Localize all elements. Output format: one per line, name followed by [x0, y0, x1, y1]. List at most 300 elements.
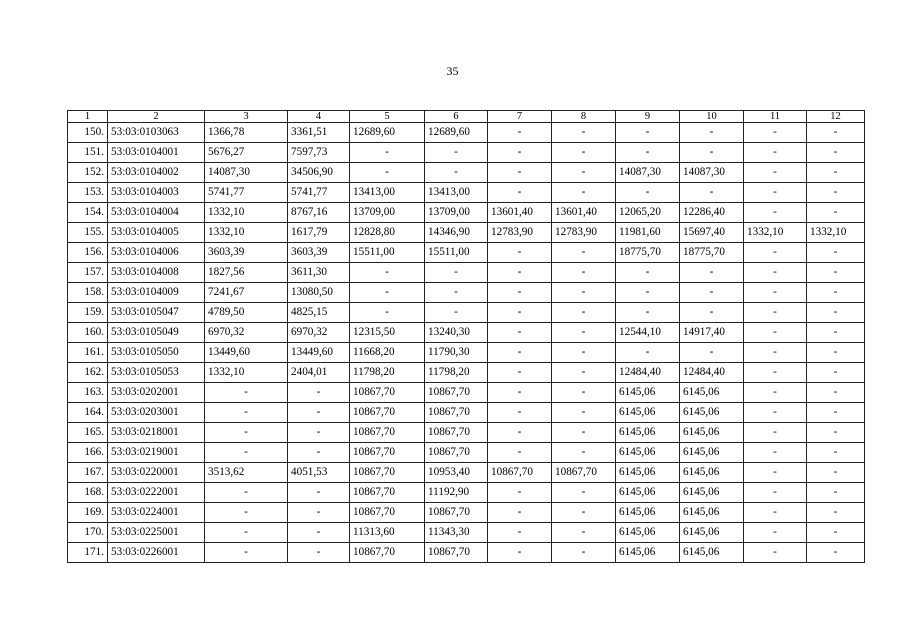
table-row: [68, 163, 865, 183]
value-cell: 18775,70: [616, 243, 680, 263]
value-cell: 3361,51: [288, 123, 350, 143]
value-cell: -: [744, 303, 807, 323]
value-cell: 13413,00: [350, 183, 425, 203]
value-cell: -: [744, 423, 807, 443]
cadastral-code-cell: 53:03:0225001: [108, 523, 205, 543]
cadastral-code-cell: 53:03:0104005: [108, 223, 205, 243]
value-cell: -: [616, 183, 680, 203]
table-row: [68, 263, 865, 283]
row-number-cell: 162.: [68, 363, 108, 383]
value-cell: -: [680, 343, 744, 363]
value-cell: -: [807, 243, 865, 263]
row-number-cell: 163.: [68, 383, 108, 403]
value-cell: -: [288, 403, 350, 423]
value-cell: -: [807, 343, 865, 363]
table-row: [68, 443, 865, 463]
value-cell: -: [552, 483, 616, 503]
value-cell: 10867,70: [350, 403, 425, 423]
value-cell: -: [744, 323, 807, 343]
value-cell: 5741,77: [288, 183, 350, 203]
value-cell: 6145,06: [680, 383, 744, 403]
value-cell: -: [744, 383, 807, 403]
value-cell: 10867,70: [350, 483, 425, 503]
column-header: 8: [552, 111, 616, 123]
value-cell: -: [205, 523, 288, 543]
value-cell: 3603,39: [288, 243, 350, 263]
value-cell: 3603,39: [205, 243, 288, 263]
value-cell: 12484,40: [616, 363, 680, 383]
value-cell: -: [205, 483, 288, 503]
value-cell: 13601,40: [488, 203, 552, 223]
value-cell: -: [288, 423, 350, 443]
value-cell: 10867,70: [350, 503, 425, 523]
value-cell: -: [616, 123, 680, 143]
row-number-cell: 153.: [68, 183, 108, 203]
value-cell: -: [552, 323, 616, 343]
cadastral-code-cell: 53:03:0105049: [108, 323, 205, 343]
value-cell: -: [552, 423, 616, 443]
value-cell: 11798,20: [425, 363, 488, 383]
value-cell: -: [425, 263, 488, 283]
value-cell: 15511,00: [350, 243, 425, 263]
table-row: [68, 243, 865, 263]
cadastral-code-cell: 53:03:0105050: [108, 343, 205, 363]
column-header: 2: [108, 111, 205, 123]
value-cell: 14087,30: [205, 163, 288, 183]
value-cell: 13449,60: [205, 343, 288, 363]
value-cell: -: [205, 403, 288, 423]
value-cell: -: [680, 303, 744, 323]
value-cell: 13413,00: [425, 183, 488, 203]
value-cell: -: [488, 503, 552, 523]
value-cell: 6145,06: [680, 403, 744, 423]
value-cell: 12689,60: [350, 123, 425, 143]
value-cell: -: [350, 143, 425, 163]
value-cell: 4051,53: [288, 463, 350, 483]
value-cell: -: [552, 403, 616, 423]
column-header: 1: [68, 111, 108, 123]
value-cell: -: [807, 163, 865, 183]
cadastral-code-cell: 53:03:0104006: [108, 243, 205, 263]
value-cell: -: [807, 143, 865, 163]
value-cell: 14917,40: [680, 323, 744, 343]
value-cell: 3611,30: [288, 263, 350, 283]
value-cell: -: [744, 523, 807, 543]
value-cell: -: [552, 263, 616, 283]
value-cell: -: [350, 283, 425, 303]
value-cell: -: [552, 343, 616, 363]
value-cell: 10867,70: [488, 463, 552, 483]
value-cell: -: [488, 123, 552, 143]
value-cell: -: [205, 503, 288, 523]
value-cell: -: [552, 183, 616, 203]
value-cell: -: [807, 403, 865, 423]
value-cell: -: [807, 383, 865, 403]
value-cell: 14087,30: [616, 163, 680, 183]
value-cell: -: [488, 343, 552, 363]
value-cell: 6145,06: [616, 503, 680, 523]
value-cell: 10867,70: [425, 443, 488, 463]
value-cell: 11790,30: [425, 343, 488, 363]
value-cell: 6145,06: [680, 503, 744, 523]
value-cell: 6145,06: [680, 463, 744, 483]
row-number-cell: 167.: [68, 463, 108, 483]
value-cell: 11798,20: [350, 363, 425, 383]
value-cell: -: [807, 203, 865, 223]
value-cell: -: [425, 283, 488, 303]
value-cell: 11343,30: [425, 523, 488, 543]
value-cell: 6145,06: [616, 443, 680, 463]
value-cell: -: [552, 443, 616, 463]
value-cell: 10867,70: [350, 543, 425, 563]
row-number-cell: 152.: [68, 163, 108, 183]
row-number-cell: 165.: [68, 423, 108, 443]
cadastral-code-cell: 53:03:0105053: [108, 363, 205, 383]
table-body: [68, 123, 865, 563]
value-cell: -: [552, 363, 616, 383]
value-cell: 18775,70: [680, 243, 744, 263]
cadastral-code-cell: 53:03:0220001: [108, 463, 205, 483]
value-cell: 6145,06: [680, 543, 744, 563]
value-cell: -: [744, 503, 807, 523]
value-cell: 15511,00: [425, 243, 488, 263]
table-row: [68, 223, 865, 243]
value-cell: 10867,70: [425, 403, 488, 423]
value-cell: 5741,77: [205, 183, 288, 203]
value-cell: 10867,70: [552, 463, 616, 483]
value-cell: 12783,90: [552, 223, 616, 243]
value-cell: -: [807, 523, 865, 543]
cadastral-code-cell: 53:03:0224001: [108, 503, 205, 523]
value-cell: 10867,70: [350, 383, 425, 403]
value-cell: -: [744, 463, 807, 483]
column-header: 11: [744, 111, 807, 123]
column-header: 4: [288, 111, 350, 123]
value-cell: -: [807, 423, 865, 443]
value-cell: 6145,06: [680, 443, 744, 463]
table-row: [68, 323, 865, 343]
value-cell: -: [807, 123, 865, 143]
value-cell: -: [680, 143, 744, 163]
value-cell: 1332,10: [205, 363, 288, 383]
value-cell: -: [425, 303, 488, 323]
value-cell: 1366,78: [205, 123, 288, 143]
value-cell: 12689,60: [425, 123, 488, 143]
value-cell: -: [205, 443, 288, 463]
value-cell: 6145,06: [616, 383, 680, 403]
row-number-cell: 155.: [68, 223, 108, 243]
value-cell: -: [807, 483, 865, 503]
value-cell: 13240,30: [425, 323, 488, 343]
column-header: 7: [488, 111, 552, 123]
value-cell: -: [205, 543, 288, 563]
value-cell: 10867,70: [425, 383, 488, 403]
value-cell: -: [744, 443, 807, 463]
value-cell: 2404,01: [288, 363, 350, 383]
value-cell: 6145,06: [616, 523, 680, 543]
value-cell: -: [552, 303, 616, 323]
value-cell: -: [744, 363, 807, 383]
value-cell: -: [807, 543, 865, 563]
value-cell: -: [680, 263, 744, 283]
cadastral-code-cell: 53:03:0222001: [108, 483, 205, 503]
value-cell: -: [744, 483, 807, 503]
table-header: [68, 111, 865, 123]
value-cell: -: [552, 143, 616, 163]
row-number-cell: 164.: [68, 403, 108, 423]
value-cell: -: [552, 503, 616, 523]
cadastral-code-cell: 53:03:0203001: [108, 403, 205, 423]
value-cell: -: [350, 163, 425, 183]
header-row: [68, 111, 865, 123]
column-header: 3: [205, 111, 288, 123]
value-cell: 3513,62: [205, 463, 288, 483]
value-cell: -: [552, 123, 616, 143]
value-cell: 12065,20: [616, 203, 680, 223]
value-cell: 6145,06: [680, 483, 744, 503]
value-cell: -: [680, 183, 744, 203]
value-cell: -: [488, 323, 552, 343]
value-cell: -: [205, 423, 288, 443]
value-cell: -: [616, 343, 680, 363]
value-cell: -: [488, 383, 552, 403]
value-cell: 1332,10: [205, 223, 288, 243]
table-row: [68, 183, 865, 203]
table-row: [68, 343, 865, 363]
table-row: [68, 483, 865, 503]
value-cell: -: [744, 543, 807, 563]
value-cell: -: [744, 143, 807, 163]
value-cell: 6970,32: [288, 323, 350, 343]
value-cell: 14087,30: [680, 163, 744, 183]
row-number-cell: 169.: [68, 503, 108, 523]
data-table: [67, 110, 865, 563]
value-cell: -: [350, 263, 425, 283]
row-number-cell: 161.: [68, 343, 108, 363]
value-cell: -: [350, 303, 425, 323]
value-cell: -: [807, 503, 865, 523]
value-cell: 12828,80: [350, 223, 425, 243]
value-cell: 13709,00: [425, 203, 488, 223]
value-cell: 4789,50: [205, 303, 288, 323]
value-cell: -: [807, 263, 865, 283]
value-cell: -: [807, 183, 865, 203]
value-cell: 6145,06: [680, 523, 744, 543]
value-cell: -: [488, 443, 552, 463]
table-row: [68, 203, 865, 223]
value-cell: 6145,06: [616, 423, 680, 443]
value-cell: -: [288, 523, 350, 543]
row-number-cell: 170.: [68, 523, 108, 543]
value-cell: -: [552, 543, 616, 563]
cadastral-code-cell: 53:03:0103063: [108, 123, 205, 143]
table-row: [68, 303, 865, 323]
row-number-cell: 166.: [68, 443, 108, 463]
value-cell: 12544,10: [616, 323, 680, 343]
value-cell: -: [807, 283, 865, 303]
value-cell: 1332,10: [744, 223, 807, 243]
value-cell: -: [488, 523, 552, 543]
value-cell: 5676,27: [205, 143, 288, 163]
value-cell: -: [488, 243, 552, 263]
value-cell: 6145,06: [616, 403, 680, 423]
cadastral-code-cell: 53:03:0219001: [108, 443, 205, 463]
value-cell: 1827,56: [205, 263, 288, 283]
value-cell: -: [616, 263, 680, 283]
value-cell: 11192,90: [425, 483, 488, 503]
value-cell: -: [488, 263, 552, 283]
row-number-cell: 160.: [68, 323, 108, 343]
row-number-cell: 154.: [68, 203, 108, 223]
cadastral-code-cell: 53:03:0104004: [108, 203, 205, 223]
value-cell: -: [744, 203, 807, 223]
value-cell: -: [425, 163, 488, 183]
table-row: [68, 143, 865, 163]
value-cell: -: [488, 283, 552, 303]
value-cell: 6145,06: [616, 543, 680, 563]
value-cell: 13080,50: [288, 283, 350, 303]
value-cell: 6145,06: [680, 423, 744, 443]
value-cell: -: [807, 363, 865, 383]
value-cell: 10867,70: [425, 503, 488, 523]
value-cell: 1617,79: [288, 223, 350, 243]
value-cell: 12484,40: [680, 363, 744, 383]
value-cell: 6145,06: [616, 463, 680, 483]
table-row: [68, 283, 865, 303]
value-cell: -: [488, 483, 552, 503]
value-cell: 10867,70: [350, 463, 425, 483]
column-header: 6: [425, 111, 488, 123]
cadastral-code-cell: 53:03:0104008: [108, 263, 205, 283]
value-cell: 12783,90: [488, 223, 552, 243]
value-cell: -: [552, 523, 616, 543]
value-cell: -: [488, 363, 552, 383]
value-cell: -: [552, 283, 616, 303]
value-cell: 11668,20: [350, 343, 425, 363]
cadastral-code-cell: 53:03:0104002: [108, 163, 205, 183]
value-cell: -: [425, 143, 488, 163]
value-cell: -: [744, 243, 807, 263]
table-row: [68, 383, 865, 403]
cadastral-code-cell: 53:03:0105047: [108, 303, 205, 323]
value-cell: 12315,50: [350, 323, 425, 343]
value-cell: -: [288, 483, 350, 503]
value-cell: 10867,70: [425, 543, 488, 563]
row-number-cell: 171.: [68, 543, 108, 563]
value-cell: -: [744, 343, 807, 363]
table-row: [68, 403, 865, 423]
value-cell: 13709,00: [350, 203, 425, 223]
column-header: 9: [616, 111, 680, 123]
row-number-cell: 159.: [68, 303, 108, 323]
value-cell: 10867,70: [425, 423, 488, 443]
value-cell: -: [807, 443, 865, 463]
value-cell: -: [744, 403, 807, 423]
table-row: [68, 463, 865, 483]
cadastral-code-cell: 53:03:0104003: [108, 183, 205, 203]
table-row: [68, 123, 865, 143]
value-cell: -: [488, 143, 552, 163]
value-cell: -: [807, 303, 865, 323]
cadastral-code-cell: 53:03:0218001: [108, 423, 205, 443]
value-cell: 34506,90: [288, 163, 350, 183]
value-cell: -: [552, 383, 616, 403]
column-header: 5: [350, 111, 425, 123]
value-cell: 10953,40: [425, 463, 488, 483]
table-row: [68, 523, 865, 543]
value-cell: 11313,60: [350, 523, 425, 543]
value-cell: -: [680, 283, 744, 303]
value-cell: -: [288, 543, 350, 563]
value-cell: -: [744, 263, 807, 283]
value-cell: 13449,60: [288, 343, 350, 363]
value-cell: 8767,16: [288, 203, 350, 223]
page-number: 35: [446, 64, 459, 78]
value-cell: -: [205, 383, 288, 403]
value-cell: -: [616, 283, 680, 303]
row-number-cell: 150.: [68, 123, 108, 143]
value-cell: 7241,67: [205, 283, 288, 303]
cadastral-code-cell: 53:03:0104001: [108, 143, 205, 163]
table-row: [68, 363, 865, 383]
value-cell: 1332,10: [807, 223, 865, 243]
row-number-cell: 157.: [68, 263, 108, 283]
value-cell: 4825,15: [288, 303, 350, 323]
value-cell: -: [680, 123, 744, 143]
value-cell: 15697,40: [680, 223, 744, 243]
value-cell: 1332,10: [205, 203, 288, 223]
value-cell: -: [744, 283, 807, 303]
value-cell: -: [744, 183, 807, 203]
value-cell: -: [488, 163, 552, 183]
value-cell: -: [807, 323, 865, 343]
value-cell: -: [807, 463, 865, 483]
value-cell: -: [488, 183, 552, 203]
table-row: [68, 503, 865, 523]
value-cell: -: [488, 543, 552, 563]
value-cell: -: [552, 163, 616, 183]
cadastral-code-cell: 53:03:0104009: [108, 283, 205, 303]
row-number-cell: 156.: [68, 243, 108, 263]
value-cell: -: [288, 383, 350, 403]
value-cell: -: [744, 123, 807, 143]
value-cell: -: [488, 423, 552, 443]
value-cell: -: [288, 503, 350, 523]
table-row: [68, 543, 865, 563]
value-cell: 13601,40: [552, 203, 616, 223]
row-number-cell: 151.: [68, 143, 108, 163]
value-cell: -: [552, 243, 616, 263]
value-cell: 6970,32: [205, 323, 288, 343]
value-cell: -: [744, 163, 807, 183]
value-cell: -: [288, 443, 350, 463]
value-cell: 7597,73: [288, 143, 350, 163]
column-header: 10: [680, 111, 744, 123]
column-header: 12: [807, 111, 865, 123]
row-number-cell: 168.: [68, 483, 108, 503]
value-cell: -: [616, 143, 680, 163]
value-cell: 10867,70: [350, 443, 425, 463]
value-cell: 11981,60: [616, 223, 680, 243]
value-cell: -: [488, 403, 552, 423]
cadastral-code-cell: 53:03:0226001: [108, 543, 205, 563]
table-row: [68, 423, 865, 443]
value-cell: -: [488, 303, 552, 323]
row-number-cell: 158.: [68, 283, 108, 303]
value-cell: 10867,70: [350, 423, 425, 443]
value-cell: 12286,40: [680, 203, 744, 223]
value-cell: 14346,90: [425, 223, 488, 243]
